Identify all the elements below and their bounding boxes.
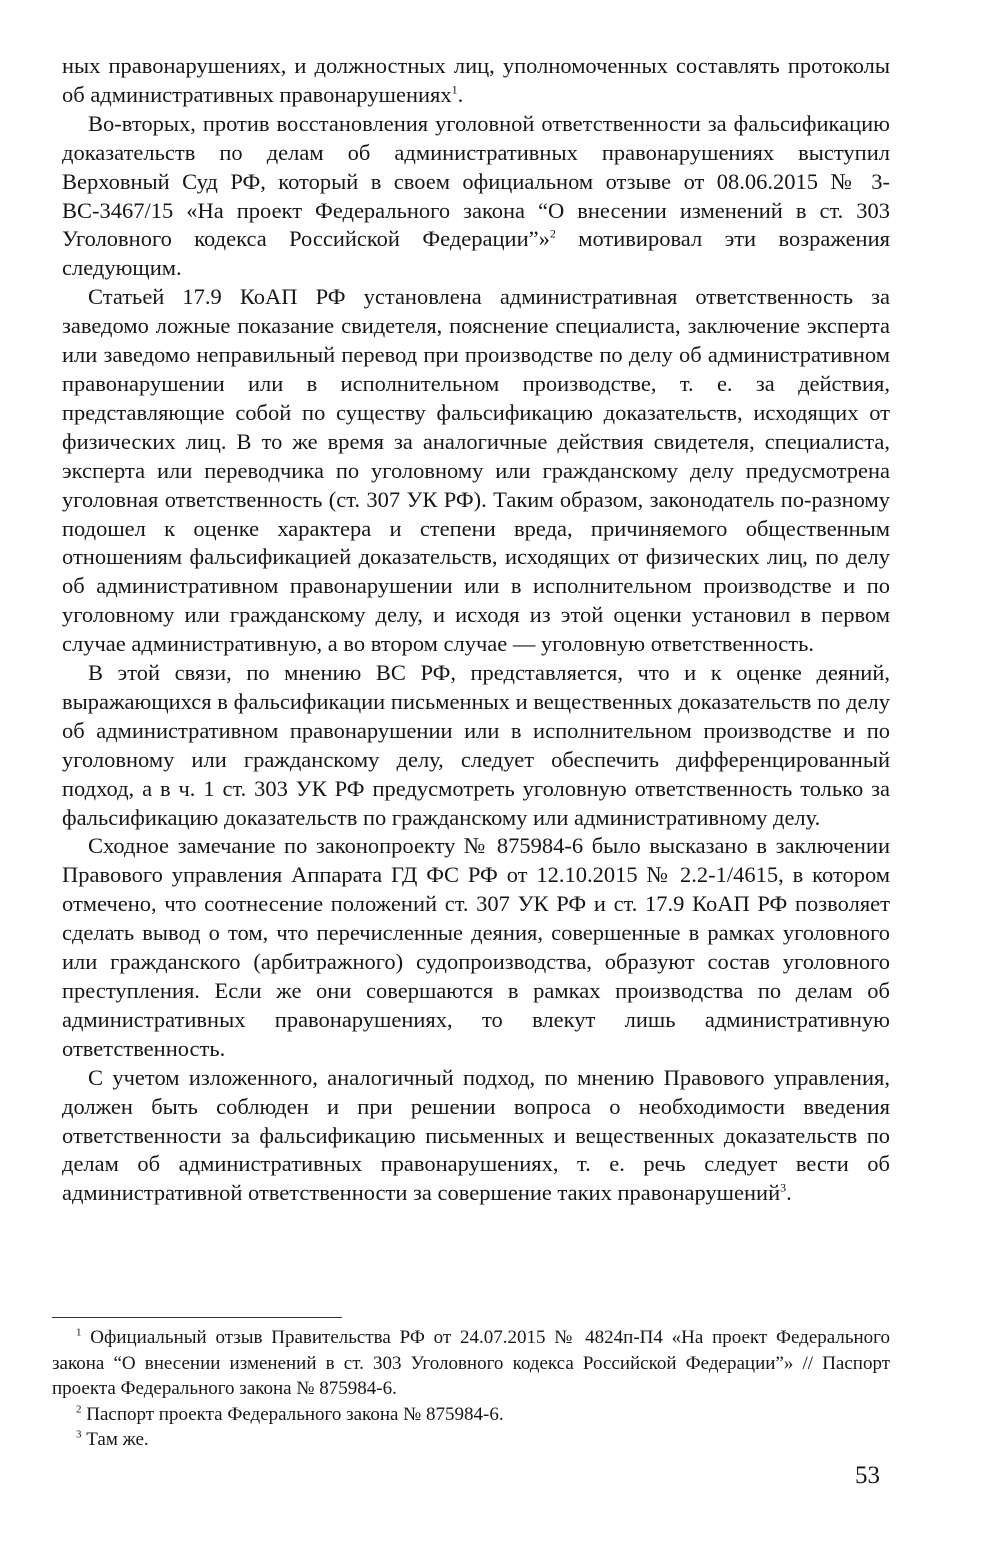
page-body: [62, 52, 890, 1208]
main-text: [62, 52, 890, 1208]
paragraph-conclusion: С учетом изложенного, аналогичный подход, по мнению Правового управления, должен быть соблюден и при решении вопроса о необходимости введения ответственности за фальсификацию письменных и вещественных доказательств по делам об административных правонарушениях, т. е. речь следует вести об административной ответственности за совершение таких правонарушений$^3$.: [62, 1064, 890, 1206]
paragraph-koap-17-9: Статьей 17.9 КоАП РФ установлена административная ответственность за заведомо ложные показание свидетеля, пояснение специалиста, заключение эксперта или заведомо неправильный перевод при производстве по делу об административном правонарушении или в исполнительном производстве, т. е. за действия, представляющие собой по существу фальсификацию доказательств, исходящих от физических лиц. В то же время за аналогичные действия свидетеля, специалиста, эксперта или переводчика по уголовному или гражданскому делу предусмотрена уголовная ответственность (ст. 307 УК РФ). Таким образом, законодатель по-разному подошел к оценке характера и степени вреда, причиняемого общественным отношениям фальсификацией доказательств, исходящих от физических лиц, по делу об административном правонарушении или в исполнительном производстве и по уголовному или гражданскому делу, и исходя из этой оценки установил в первом случае административную, а во втором случае — уголовную ответственность.: [62, 284, 890, 657]
page-number: 53: [855, 1462, 880, 1489]
footnote-divider: [52, 1317, 342, 1318]
footnote-ref: 3: [780, 1180, 787, 1195]
footnote-1: $^1$ Официальный отзыв Правительства РФ от 24.07.2015 № 4824п-П4 «На проект Федерального закона “О внесении изменений в ст. 303 Уголовного кодекса Российской Федерации”» // Паспорт проекта Федерального закона № 875984-6.: [52, 1326, 890, 1399]
footnote-2: $^2$ Паспорт проекта Федерального закона № 875984-6.: [76, 1403, 504, 1425]
footnote-ref: 1: [451, 82, 458, 97]
footnotes: [52, 1325, 890, 1453]
footnote-3: $^3$ Там же.: [76, 1428, 149, 1450]
paragraph-similar-remark: Сходное замечание по законопроекту № 875984-6 было высказано в заключении Правового управления Аппарата ГД ФС РФ от 12.10.2015 № 2.2-1/4615, в котором отмечено, что соотнесение положений ст. 307 УК РФ и ст. 17.9 КоАП РФ позволяет сделать вывод о том, что перечисленные деяния, совершенные в рамках уголовного или гражданского (арбитражного) судопроизводства, образуют состав уголовного преступления. Если же они совершаются в рамках производства по делам об административных правонарушениях, то влекут лишь административную ответственность.: [62, 833, 890, 1061]
paragraph-continuation: ных правонарушениях, и должностных лиц, уполномоченных составлять протоколы об административных правонарушениях$^1$.: [62, 53, 890, 107]
footnote-ref: 2: [549, 226, 556, 241]
paragraph-vs-rf-opinion: В этой связи, по мнению ВС РФ, представляется, что и к оценке деяний, выражающихся в фальсификации письменных и вещественных доказательств по делу об административном правонарушении или в исполнительном производстве и по уголовному или гражданскому делу, следует обеспечить дифференцированный подход, а в ч. 1 ст. 303 УК РФ предусмотреть уголовную ответственность только за фальсификацию доказательств по гражданскому или административному делу.: [62, 660, 890, 830]
paragraph-supreme-court: Во-вторых, против восстановления уголовной ответственности за фальсификацию доказательств по делам об административных правонарушениях выступил Верховный Суд РФ, который в своем официальном отзыве от 08.06.2015 № 3-ВС-3467/15 «На проект Федерального закона “О внесении изменений в ст. 303 Уголовного кодекса Российской Федерации”»$^2$ мотивировал эти возражения следующим.: [62, 110, 890, 281]
